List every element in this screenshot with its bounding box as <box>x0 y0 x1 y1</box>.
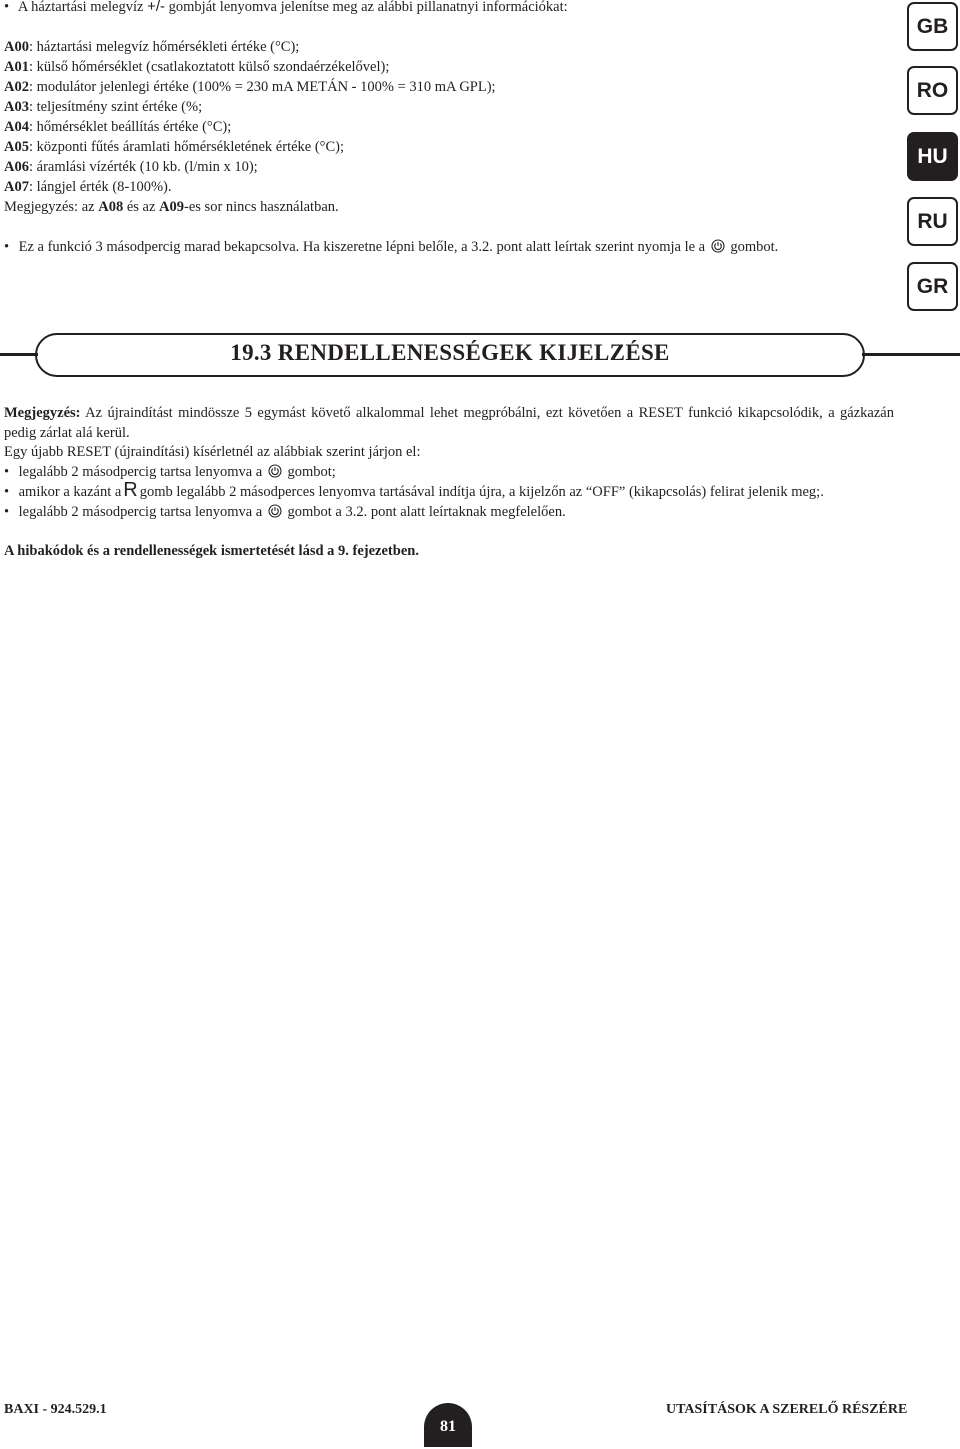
intro-line <box>4 0 568 17</box>
footer-section-name: UTASÍTÁSOK A SZERELŐ RÉSZÉRE <box>666 1402 908 1417</box>
info-text: : háztartási melegvíz hőmérsékleti értéke (°C); <box>28 39 300 55</box>
reset-step-2 <box>4 479 824 502</box>
note-middle: és az <box>123 199 160 215</box>
reset-note-text: Az újraindítást mindössze 5 egymást követő alkalommal lehet megpróbálni, ezt követően a RESET funkció kikapcsolódik, a gázkazán pedig zárlat alá kerül. <box>4 405 894 441</box>
reset-note-label: Megjegyzés: <box>4 405 81 421</box>
note-code-a09: A09 <box>159 199 185 215</box>
info-text: : hőmérséklet beállítás értéke (°C); <box>28 119 232 135</box>
power-button-icon <box>268 464 282 478</box>
info-item-a04 <box>4 117 231 137</box>
info-item-a00 <box>4 37 299 57</box>
info-text: : külső hőmérséklet (csatlakoztatott külső szondaérzékelővel); <box>28 59 390 75</box>
language-code: GR <box>916 274 949 298</box>
info-code: A05 <box>4 139 29 155</box>
page-number-badge <box>424 1403 472 1447</box>
note-suffix: -es sor nincs használatban. <box>184 199 339 215</box>
reset-step-3-before: legalább 2 másodpercig tartsa lenyomva a <box>18 504 263 520</box>
info-text: : áramlási vízérték (10 kb. (l/min x 10); <box>28 159 258 175</box>
function-note <box>4 237 778 257</box>
language-tab-hu[interactable] <box>907 132 958 181</box>
note-code-a08: A08 <box>98 199 124 215</box>
reset-step-2-before: amikor a kazánt a <box>18 484 122 500</box>
reset-step-3 <box>4 502 566 522</box>
function-note-before: Ez a funkció 3 másodpercig marad bekapcsolva. Ha kiszeretne lépni belőle, a 3.2. pont alatt leírtak szerint nyomja le a <box>18 239 706 255</box>
note-prefix: Megjegyzés: az <box>4 199 99 215</box>
language-code: RU <box>917 209 948 233</box>
info-item-a06 <box>4 157 258 177</box>
info-text: : központi fűtés áramlati hőmérsékletének értéke (°C); <box>28 139 344 155</box>
fault-code-reference: A hibakódok és a rendellenességek ismertetését lásd a 9. fejezetben. <box>4 543 419 559</box>
info-code: A02 <box>4 79 29 95</box>
reset-intro: Egy újabb RESET (újraindítási) kísérletnél az alábbiak szerint járjon el: <box>4 444 421 460</box>
info-code: A00 <box>4 39 29 55</box>
language-tab-gr[interactable] <box>907 262 958 311</box>
info-item-a07 <box>4 177 172 197</box>
function-note-after: gombot. <box>730 239 779 255</box>
power-button-icon <box>711 239 725 253</box>
language-tab-gb[interactable] <box>907 2 958 51</box>
reset-r-icon: R <box>123 479 138 501</box>
reset-step-1 <box>4 462 336 482</box>
info-code: A07 <box>4 179 29 195</box>
info-item-a02 <box>4 77 496 97</box>
info-code: A06 <box>4 159 29 175</box>
reset-step-1-after: gombot; <box>287 464 336 480</box>
plus-minus-label: +/- <box>147 0 166 15</box>
intro-text-after: gombját lenyomva jelenítse meg az alábbi pillanatnyi információkat: <box>168 0 568 15</box>
language-tab-ru[interactable] <box>907 197 958 246</box>
info-item-a01 <box>4 57 389 77</box>
intro-text-before: A háztartási melegvíz <box>17 0 144 15</box>
reset-note <box>4 403 894 443</box>
footer-document-code: BAXI - 924.529.1 <box>4 1402 107 1417</box>
info-code: A01 <box>4 59 29 75</box>
language-code: GB <box>916 14 949 38</box>
info-code: A04 <box>4 119 29 135</box>
power-button-icon <box>268 504 282 518</box>
unused-rows-note <box>4 197 339 217</box>
reset-step-2-after: gomb legalább 2 másodperces lenyomva tartásával indítja újra, a kijelzőn az “OFF” (kikapcsolás) felirat jelenik meg;. <box>139 484 824 500</box>
info-text: : teljesítmény szint értéke (%; <box>28 99 203 115</box>
language-code: RO <box>916 78 949 102</box>
language-tab-ro[interactable] <box>907 66 958 115</box>
info-item-a05 <box>4 137 344 157</box>
reset-step-1-before: legalább 2 másodpercig tartsa lenyomva a <box>18 464 263 480</box>
section-title: 19.3 RENDELLENESSÉGEK KIJELZÉSE <box>230 340 670 365</box>
info-text: : lángjel érték (8-100%). <box>28 179 172 195</box>
reset-step-3-after: gombot a 3.2. pont alatt leírtaknak megfelelően. <box>287 504 566 520</box>
info-item-a03 <box>4 97 202 117</box>
language-code: HU <box>917 144 948 168</box>
page-number: 81 <box>440 1418 456 1435</box>
info-code: A03 <box>4 99 29 115</box>
info-text: : modulátor jelenlegi értéke (100% = 230 mA METÁN - 100% = 310 mA GPL); <box>28 79 496 95</box>
